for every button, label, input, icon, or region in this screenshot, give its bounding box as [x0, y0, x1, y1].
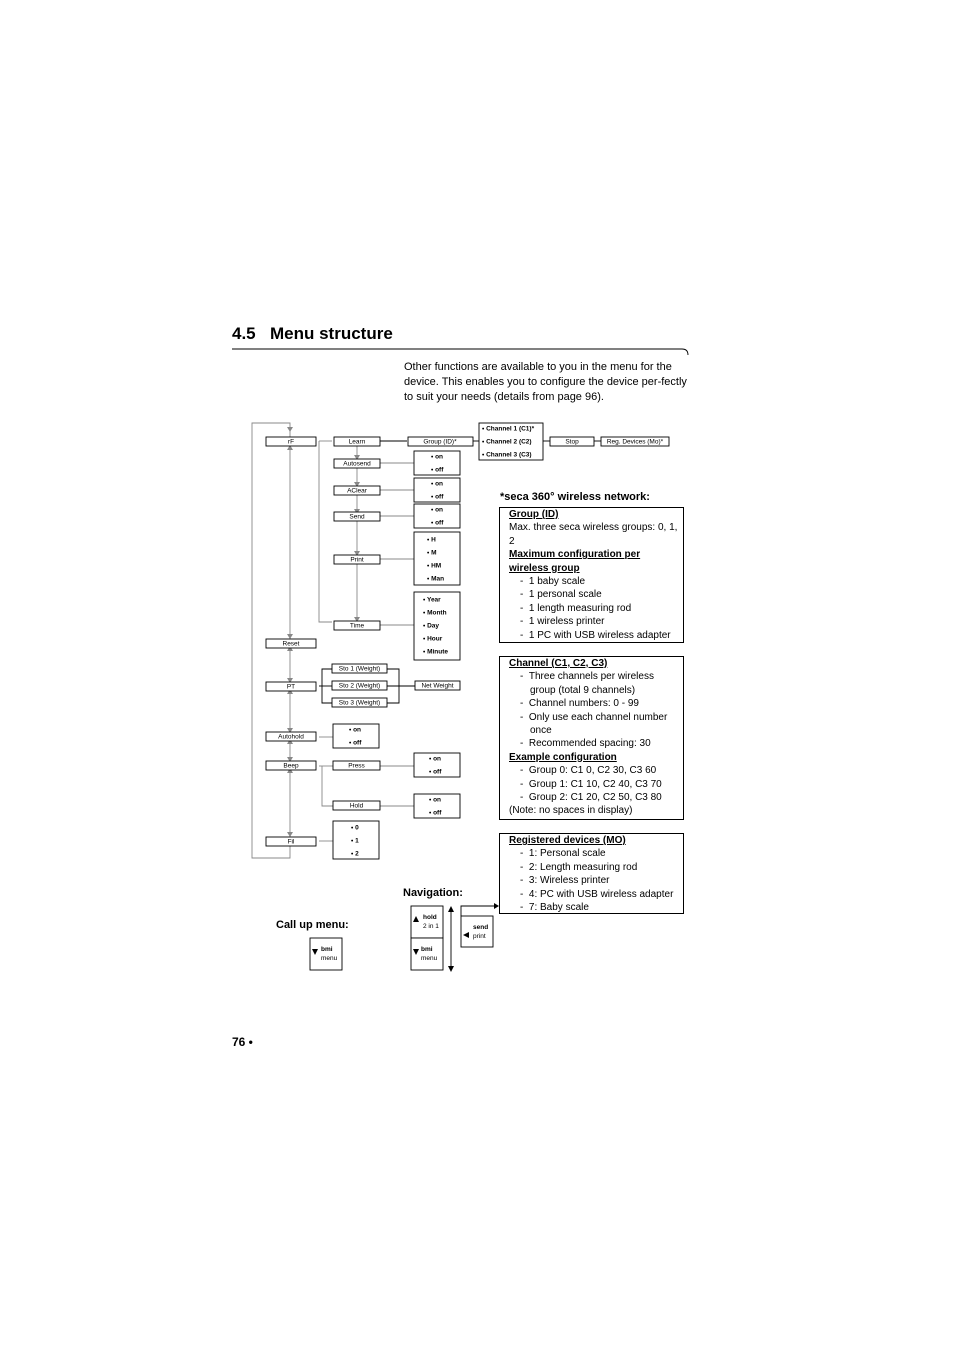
intro-paragraph: Other functions are available to you in the menu for the device. This enables you to configure the device per-fectly to suit your needs (details from page 96). — [404, 361, 687, 403]
list-item: - 1 length measuring rod — [509, 602, 681, 615]
svg-text:• off: • off — [349, 739, 362, 747]
page-number: 76 • — [232, 1035, 253, 1049]
menu-autohold-label: Autohold — [278, 733, 304, 741]
list-item: - 4: PC with USB wireless adapter — [509, 888, 681, 901]
max-config-title: Maximum configuration per wireless group — [509, 549, 641, 574]
svg-text:print: print — [473, 933, 486, 940]
svg-text:• off: • off — [429, 768, 442, 776]
list-item: - Only use each channel number once — [509, 711, 681, 738]
section-title: Menu structure — [270, 324, 393, 343]
svg-text:menu: menu — [421, 955, 438, 962]
svg-text:• on: • on — [429, 796, 442, 804]
max-config-list — [509, 575, 681, 642]
network-heading: *seca 360° wireless network: — [500, 491, 650, 503]
submenu-time-label: Time — [349, 622, 365, 630]
channel-1-label: • Channel 1 (C1)* — [482, 425, 535, 433]
submenu-send-label: Send — [349, 513, 365, 521]
svg-text:• Year: • Year — [423, 596, 441, 604]
list-item: - 1 PC with USB wireless adapter — [509, 629, 681, 642]
svg-text:hold: hold — [423, 914, 437, 921]
svg-text:• off: • off — [429, 809, 442, 817]
menu-rf-label: rF — [287, 438, 295, 446]
svg-text:• M: • M — [427, 549, 437, 557]
svg-text:Press: Press — [348, 762, 365, 770]
svg-text:• 2: • 2 — [351, 850, 359, 858]
submenu-aclear-label: AClear — [347, 487, 367, 495]
channel-2-label: • Channel 2 (C2) — [482, 438, 532, 446]
connector — [319, 441, 332, 622]
svg-text:bmi: bmi — [421, 946, 433, 953]
registered-devices-info-box — [499, 833, 684, 914]
submenu-print-label: Print — [350, 556, 364, 564]
svg-text:• off: • off — [431, 493, 444, 501]
svg-text:• Month: • Month — [423, 609, 447, 617]
svg-text:• Hour: • Hour — [423, 635, 443, 643]
example-config-title: Example configuration — [509, 751, 617, 763]
submenu-stop-label: Stop — [565, 438, 579, 446]
svg-text:• on: • on — [431, 506, 444, 514]
list-item: - Recommended spacing: 30 — [509, 737, 681, 750]
list-item: - Group 2: C1 20, C2 50, C3 80 — [509, 791, 681, 804]
header-rule — [232, 349, 688, 355]
list-item: - 1 baby scale — [509, 575, 681, 588]
navigation-label: Navigation: — [403, 887, 463, 899]
list-item: - Group 1: C1 10, C2 40, C3 70 — [509, 778, 681, 791]
group-id-info-box — [499, 507, 684, 643]
list-item: - 2: Length measuring rod — [509, 861, 681, 874]
svg-text:• H: • H — [427, 536, 436, 544]
list-item: - 3: Wireless printer — [509, 874, 681, 887]
send-print-key — [461, 916, 493, 947]
svg-text:• 0: • 0 — [351, 824, 359, 832]
right-arrow-icon — [461, 906, 495, 916]
channel-note: (Note: no spaces in display) — [509, 805, 633, 817]
submenu-autosend-label: Autosend — [343, 460, 371, 468]
svg-text:2 in 1: 2 in 1 — [423, 923, 439, 930]
list-item: - Channel numbers: 0 - 99 — [509, 697, 681, 710]
list-item: - Group 0: C1 0, C2 30, C3 60 — [509, 764, 681, 777]
svg-text:Sto 3 (Weight): Sto 3 (Weight) — [338, 699, 381, 707]
submenu-learn-label: Learn — [348, 438, 366, 446]
svg-text:• on: • on — [431, 453, 444, 461]
svg-text:• 1: • 1 — [351, 837, 359, 845]
list-item: - 7: Baby scale — [509, 901, 681, 914]
svg-text:Sto 2 (Weight): Sto 2 (Weight) — [338, 682, 381, 690]
group-id-title: Group (ID) — [509, 509, 559, 520]
svg-text:• off: • off — [431, 466, 444, 474]
svg-text:Hold: Hold — [349, 802, 364, 810]
svg-text:• Minute: • Minute — [423, 648, 449, 656]
menu-beep-label: Beep — [283, 762, 299, 770]
list-item: - 1: Personal scale — [509, 847, 681, 860]
svg-text:• on: • on — [429, 755, 442, 763]
svg-text:Net Weight: Net Weight — [421, 682, 454, 690]
svg-text:bmi: bmi — [321, 946, 333, 953]
channel-3-label: • Channel 3 (C3) — [482, 451, 532, 459]
svg-text:• HM: • HM — [427, 562, 442, 570]
svg-text:• Man: • Man — [427, 575, 445, 583]
section-number: 4.5 — [232, 324, 256, 343]
svg-text:send: send — [473, 924, 489, 931]
group-id-text: Max. three seca wireless groups: 0, 1, 2 — [509, 522, 678, 547]
registered-devices-list — [509, 847, 681, 914]
submenu-group-id-label: Group (ID)* — [423, 438, 457, 446]
list-item: - Three channels per wireless group (total 9 channels) — [509, 670, 681, 697]
svg-text:menu: menu — [321, 955, 338, 962]
list-item: - 1 wireless printer — [509, 615, 681, 628]
channel-title: Channel (C1, C2, C3) — [509, 658, 608, 669]
example-config-list — [509, 764, 681, 804]
menu-pt-label: PT — [286, 683, 296, 691]
menu-reset-label: Reset — [282, 640, 300, 648]
svg-text:• off: • off — [431, 519, 444, 527]
svg-text:• Day: • Day — [423, 622, 440, 630]
submenu-reg-devices-label: Reg. Devices (Mo)* — [606, 438, 664, 446]
channel-list — [509, 670, 681, 750]
call-up-label: Call up menu: — [276, 919, 349, 931]
svg-text:Sto 1 (Weight): Sto 1 (Weight) — [338, 665, 381, 673]
channel-info-box — [499, 656, 684, 820]
svg-text:• on: • on — [349, 726, 362, 734]
list-item: - 1 personal scale — [509, 588, 681, 601]
svg-text:• on: • on — [431, 480, 444, 488]
menu-fil-label: Fil — [287, 838, 295, 846]
registered-devices-title: Registered devices (MO) — [509, 835, 626, 846]
